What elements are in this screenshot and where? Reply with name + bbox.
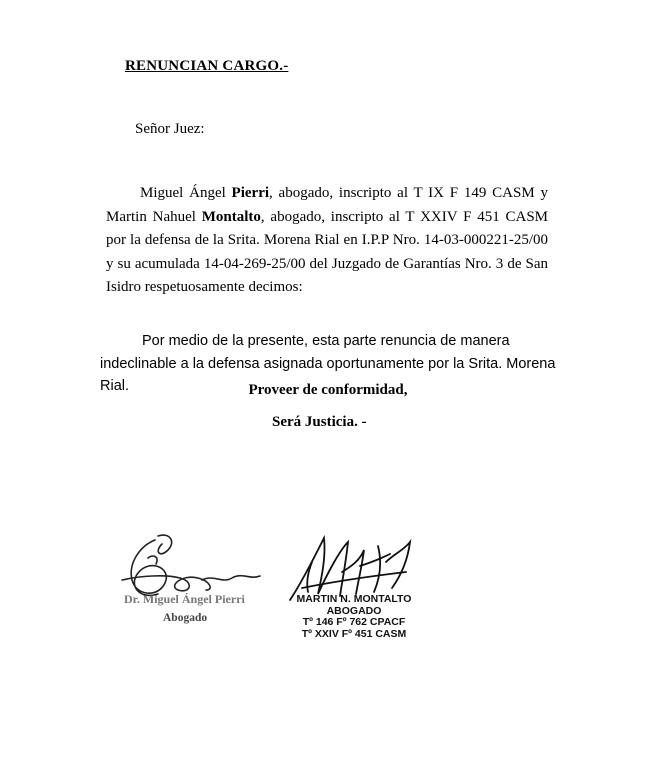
signature-left-name: Dr. Miguel Ángel Pierri bbox=[124, 592, 245, 606]
paragraph-1-text-a: , abogado, inscripto al T IX F 149 CASM y Martin Nahuel bbox=[106, 185, 548, 225]
document-title: RENUNCIAN CARGO.- bbox=[125, 58, 289, 74]
paragraph-2: Por medio de la presente, esta parte renuncia de manera indeclinable a la defensa asignada oportunamente por la Srita. Morena Rial. bbox=[100, 333, 556, 394]
name1-first: Miguel Ángel bbox=[140, 185, 232, 201]
stamp-line-name: MARTIN N. MONTALTO bbox=[296, 593, 412, 605]
stamp-line-cpacf: Tº 146 Fº 762 CPACF bbox=[302, 616, 406, 628]
closing-line-1: Proveer de conformidad, bbox=[248, 382, 408, 398]
name1-surname: Pierri bbox=[231, 185, 270, 201]
stamp-line-casm: Tº XXIV Fº 451 CASM bbox=[301, 627, 407, 640]
signature-right-stamp bbox=[284, 594, 424, 640]
stamp-line-title: ABOGADO bbox=[326, 604, 382, 617]
name2-surname: Montalto bbox=[201, 208, 261, 225]
paragraph-1-text-b: , abogado, inscripto al T XXIV F 451 CASM por la defensa de la Srita. Morena Rial en I.P.P Nro. 14-03-000221-25/00 y su acumulada 14-04-269-25/00 del Juzgado de Garantías Nro. 3 de San Isidro respetuosamente decimos: bbox=[106, 208, 549, 295]
paragraph-1 bbox=[106, 182, 548, 300]
salutation: Señor Juez: bbox=[135, 121, 205, 137]
closing-line-2: Será Justicia. - bbox=[272, 414, 367, 430]
signature-left-title: Abogado bbox=[163, 612, 208, 624]
